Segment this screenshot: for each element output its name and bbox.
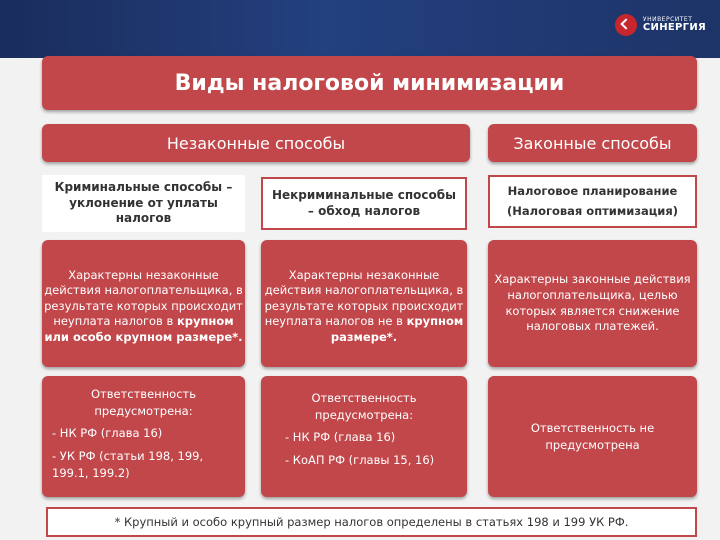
noncriminal-responsibility-item: - КоАП РФ (главы 15, 16)	[285, 453, 435, 468]
criminal-description-box	[42, 240, 245, 367]
footnote-box	[46, 507, 697, 537]
criminal-methods-box	[42, 175, 245, 232]
criminal-description-bold: крупном или особо крупном размере*.	[44, 314, 243, 344]
noncriminal-methods-title: Некриминальные способы – обход налогов	[271, 187, 456, 218]
top-banner	[0, 0, 720, 58]
criminal-responsibility-item: - НК РФ (глава 16)	[52, 426, 163, 441]
tax-planning-title: Налоговое планирование	[507, 184, 678, 199]
legal-methods-header: Законные способы	[488, 124, 697, 162]
legal-responsibility-box	[488, 376, 697, 497]
university-logo	[615, 14, 706, 36]
footnote-text: * Крупный и особо крупный размер налогов определены в статьях 198 и 199 УК РФ.	[114, 515, 629, 529]
legal-description-box	[488, 240, 697, 367]
criminal-responsibility-box	[42, 376, 245, 497]
logo-line2: СИНЕРГИЯ	[642, 22, 706, 33]
criminal-methods-title: Криминальные способы – уклонение от уплаты налогов	[54, 180, 233, 226]
noncriminal-description-box	[261, 240, 467, 367]
criminal-responsibility-title: Ответственность предусмотрена:	[90, 387, 197, 418]
illegal-methods-header: Незаконные способы	[42, 124, 470, 162]
legal-responsibility: Ответственность не предусмотрена	[530, 420, 655, 452]
noncriminal-responsibility-title: Ответственность предусмотрена:	[311, 391, 417, 422]
noncriminal-methods-box	[261, 177, 467, 230]
tax-optimization-title: (Налоговая оптимизация)	[507, 204, 678, 218]
criminal-description: Характерны незаконные действия налогоплательщика, в результате которых происходит неуплата налогов в	[44, 267, 243, 329]
legal-description: Характерны законные действия налогоплательщика, целью которых является снижение налоговых платежей.	[494, 272, 691, 334]
tax-planning-box	[488, 175, 697, 228]
noncriminal-responsibility-box	[261, 376, 467, 497]
noncriminal-description: Характерны незаконные действия налогоплательщика, в результате которых происходит неуплата налогов не в	[264, 267, 464, 329]
noncriminal-responsibility-item: - НК РФ (глава 16)	[285, 430, 396, 445]
logo-line1: УНИВЕРСИТЕТ	[642, 16, 693, 23]
page-title: Виды налоговой минимизации	[42, 56, 697, 110]
noncriminal-description-bold: крупном размере*.	[330, 314, 464, 344]
synergy-logo-icon	[615, 14, 637, 36]
criminal-responsibility-item: - УК РФ (статьи 198, 199, 199.1, 199.2)	[52, 449, 204, 480]
